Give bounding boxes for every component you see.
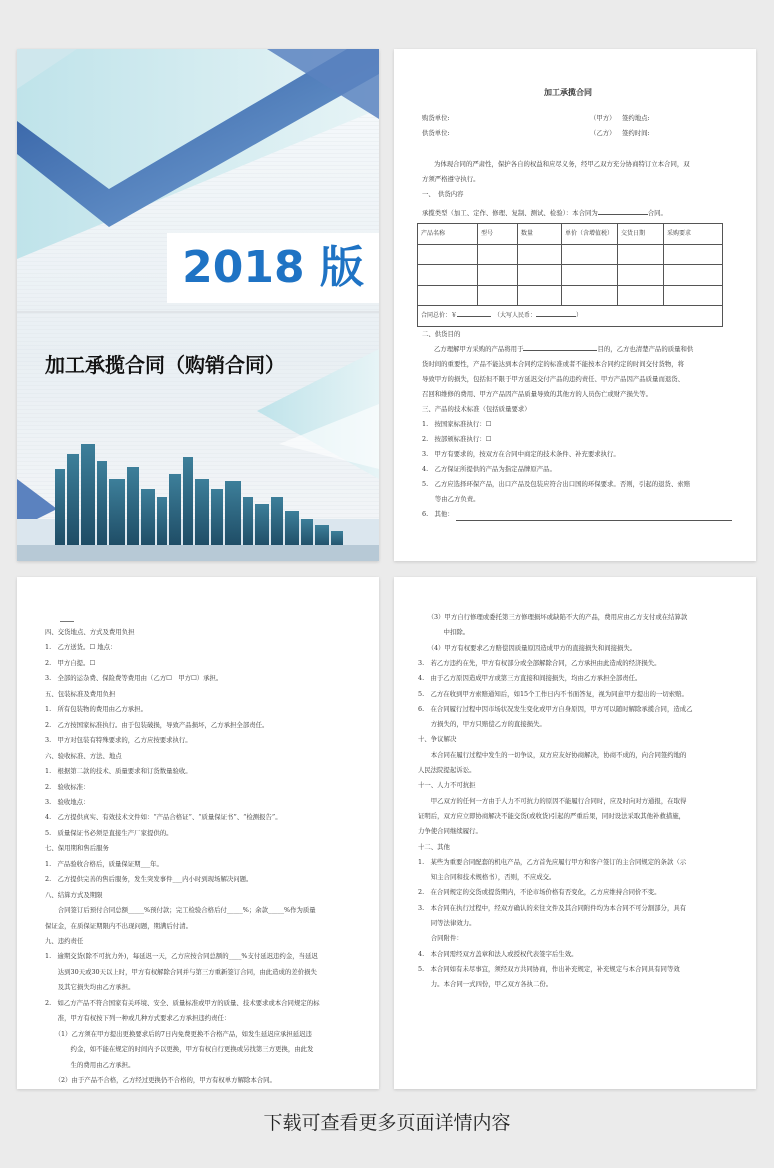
paragraph-line: 约金，如不能在规定的时间内予以更换，甲方有权自行更换或另找第三方更换，由此发	[45, 1045, 314, 1054]
intro-line: 方须严格遵守执行。	[422, 175, 480, 183]
cover-page	[17, 49, 379, 561]
total-close: ）	[576, 312, 583, 320]
blank-line	[598, 207, 648, 215]
paragraph-line: 合同附件：	[418, 934, 463, 943]
paragraph-line: （1）乙方须在甲方提出更换要求后的7日内免费更换不合格产品，如发生延迟应承担延迟违	[45, 1029, 312, 1038]
paragraph-line: 1. 所有包装物的费用由乙方承担。	[45, 705, 147, 714]
paragraph-line: 中扣除。	[418, 628, 470, 637]
purpose-text-end: 目的，乙方也清楚产品的质量和供	[597, 345, 694, 353]
paragraph-line: 2. 乙方按国家标准执行。由于包装破损，导致产品损坏，乙方承担全部责任。	[45, 720, 269, 729]
paragraph-line: 及其它损失均由乙方承担。	[45, 983, 135, 992]
blank-line	[536, 309, 576, 317]
contract-title: 加工承揽合同	[544, 88, 592, 97]
table-row	[418, 244, 723, 265]
paragraph-line: 4. 由于乙方原因造成甲方或第三方直接和间接损失，均由乙方承担全部责任。	[418, 674, 642, 683]
paragraph-line: 3. 若乙方违约在先，甲方有权部分或全部解除合同，乙方承担由此造成的经济损失。	[418, 658, 661, 667]
paragraph-line: 力争使合同继续履行。	[418, 827, 482, 836]
contract-page-3	[394, 577, 756, 1089]
paragraph-line: 5. 质量保证书必须是直接生产厂家提供的。	[45, 828, 173, 837]
section-heading: 三、产品的技术标准（包括质量要求）	[422, 405, 531, 413]
paragraph-line: （4）甲方有权要求乙方赔偿因质量原因造成甲方的直接损失和间接损失。	[418, 643, 637, 652]
paragraph-line: 货时间的重要性，产品不能达到本合同约定的标准或者不能按本合同约定的时间交付货物，将	[422, 360, 685, 368]
paragraph-line: 3. 全部的运杂费、保险费等费用由（乙方☐ 甲方☐）承担。	[45, 674, 223, 683]
blank-line	[457, 309, 491, 317]
type-line-start: 承揽类型（加工、定作、修理、复制、测试、检验）：本合同为	[422, 209, 598, 217]
paragraph-line: 证明后，双方应立即协商解决不能交货(或收货)引起的严重后果，同时设法采取其他补救措施，	[418, 811, 686, 820]
paragraph-line: 方损失的，甲方只赔偿乙方的直接损失。	[418, 720, 546, 729]
paragraph-line: 七、保用期和售后服务	[45, 844, 109, 853]
paragraph-line: 保证金，在质保证期限内不出现问题，期满后付清。	[45, 921, 192, 930]
total-words-label: （大写人民币：	[497, 312, 537, 320]
table-header-cell: 数量	[518, 224, 562, 245]
paragraph-line: 四、交货地点、方式及费用负担	[45, 628, 135, 636]
table-header-cell: 型号	[478, 224, 518, 245]
paragraph-line: 1. 逾期交货(除不可抗力外)，每延迟一天，乙方应按合同总额的____%支付延迟违约金，当延迟	[45, 952, 318, 961]
paragraph-line: 八、结算方式及期限	[45, 890, 103, 899]
paragraph-line: 1. 某些为重要合同配套的机电产品，乙方首先应履行甲方和客户签订的主合同规定的条款（示	[418, 857, 687, 866]
cover-title: 加工承揽合同（购销合同）	[45, 353, 285, 377]
purpose-text-start: 乙方理解甲方采购的产品将用于	[434, 345, 524, 353]
paragraph-line: 十一、人力不可抗拒	[418, 781, 476, 790]
paragraph-line: 生的费用由乙方承担。	[45, 1060, 135, 1069]
contract-total	[418, 306, 723, 327]
paragraph-line: 1. 乙方送货。☐ 地点：	[45, 643, 117, 652]
paragraph-line: 2. 乙方提供完善的售后服务，发生突发事件___内小时到现场解决问题。	[45, 875, 253, 884]
party-b-label: （乙方）	[590, 129, 616, 137]
buyer-label: 购货单位:	[422, 114, 450, 122]
paragraph-line: 十二、其他	[418, 842, 450, 851]
paragraph-line: 2. 甲方自提。☐	[45, 658, 96, 667]
sign-place-label: 签约地点:	[622, 114, 650, 122]
product-table	[417, 223, 723, 327]
list-item: 5. 乙方应选择环保产品，出口产品及包装应符合出口国的环保要求。否则，引起的退货、索赔	[422, 480, 691, 488]
blank-line	[456, 520, 732, 521]
sign-time-label: 签约时间:	[622, 129, 650, 137]
type-line-end: 合同。	[647, 209, 667, 217]
paragraph-line: 5. 乙方在收到甲方索赔通知后，如15个工作日内不书面答复，视为同意甲方提出的一切索赔。	[418, 689, 688, 698]
paragraph-line: 4. 乙方提供真实、有效技术文件如：“产品合格证”、“质量保证书”、“检测报告”。	[45, 813, 282, 822]
paragraph-line: 2. 在合同规定的交货或提货期内，不论市场价格有否变化，乙方应维持合同价不变。	[418, 888, 661, 897]
paragraph-line: 知主合同和技术规格书），否则，不应成交。	[418, 873, 556, 882]
list-item: 3. 甲方有要求的，按双方在合同中商定的技术条件、补充要求执行。	[422, 450, 620, 458]
cover-year-label: 2018 版	[167, 233, 379, 303]
table-header-cell: 交货日期	[618, 224, 664, 245]
paragraph-line: 1. 产品验收合格后，质量保证期___年。	[45, 859, 163, 868]
paragraph-line: 6. 在合同履行过程中因市场状况发生变化或甲方自身原因，甲方可以随时解除承揽合同，造成乙	[418, 704, 693, 713]
paragraph-line: 4. 本合同需经双方盖章和法人或授权代表签字后生效。	[418, 949, 578, 958]
table-header-row	[418, 224, 723, 245]
paragraph-line	[434, 342, 693, 357]
intro-line: 为体现合同的严肃性，保护各自的权益和应尽义务，经甲乙双方充分协商特订立本合同，双	[434, 160, 690, 168]
paragraph-line: 3. 验收地点：	[45, 797, 90, 806]
paragraph-line: 准，甲方有权按下列一种或几种方式要求乙方承担违约责任：	[45, 1014, 231, 1023]
paragraph-line: 甲乙双方的任何一方由于人力不可抗力的原因不能履行合同时，应及时向对方通报，在取得	[418, 796, 687, 805]
type-line	[422, 206, 667, 221]
list-item: 1. 按国家标准执行：☐	[422, 420, 492, 428]
paragraph-line: 人民法院提起诉讼。	[418, 766, 476, 774]
paragraph-line: 导致甲方的损失，包括但不限于甲方延迟交付产品的违约责任、甲方产品因产品质量而退货、	[422, 375, 685, 383]
list-item: 4. 乙方保证所提供的产品为指定品牌原产品。	[422, 465, 556, 473]
contract-page-2	[17, 577, 379, 1089]
table-total-row	[418, 306, 723, 327]
paragraph-line: （3）甲方自行修理或委托第三方修理损坏或缺陷不大的产品，费用应由乙方支付或在结算款	[418, 613, 688, 621]
blank-line	[523, 343, 597, 351]
list-item: 等由乙方负责。	[422, 495, 480, 503]
paragraph-line: 2. 验收标准：	[45, 782, 90, 791]
paragraph-line: 本合同在履行过程中发生的一切争议，双方应友好协商解决，协商不成的，向合同签约地的	[418, 750, 687, 759]
table-row	[418, 285, 723, 306]
paragraph-line: 合同签订后预付合同总额_____%预付款；完工检验合格后付_____%；余款_____%作为质量	[45, 906, 316, 915]
section-heading: 一、 供货内容	[422, 190, 464, 198]
supplier-label: 供货单位:	[422, 129, 450, 137]
table-header-cell: 产品名称	[418, 224, 478, 245]
paragraph-line: 5. 本合同如有未尽事宜，须经双方共同协商，作出补充规定，补充规定与本合同具有同等效	[418, 964, 680, 973]
paragraph-line: 九、违约责任	[45, 937, 84, 945]
paragraph-line: 2. 如乙方产品不符合国家有关环境、安全、质量标准或甲方的质量、技术要求或本合同规定的标	[45, 998, 320, 1007]
party-a-label: （甲方）	[590, 114, 616, 122]
contract-page-1	[394, 49, 756, 561]
cover-graphic	[17, 49, 379, 561]
paragraph-line: 五、包装标准及费用负担	[45, 689, 116, 698]
paragraph-line: 同等法律效力。	[418, 919, 476, 927]
section-heading: 二、供货目的	[422, 330, 461, 338]
paragraph-line: 六、验收标准、方法、地点	[45, 751, 122, 760]
paragraph-line: 3. 本合同在执行过程中，经双方确认的来往文件及其合同附件均为本合同不可分割部分，具有	[418, 903, 687, 912]
table-header-cell: 采购要求	[664, 224, 723, 245]
paragraph-line: （2）由于产品不合格，乙方经过更换仍不合格的，甲方有权单方解除本合同。	[45, 1076, 276, 1085]
page-mark	[60, 621, 74, 622]
list-item: 2. 按部颁标准执行：☐	[422, 435, 492, 443]
download-more-notice: 下载可查看更多页面详情内容	[263, 1112, 511, 1134]
paragraph-line: 力。本合同一式四份，甲乙双方各执二份。	[418, 980, 553, 989]
paragraph-line: 1. 根据第二款的技术、质量要求和订货数量验收。	[45, 767, 192, 776]
paragraph-line: 达到30天或30天以上时，甲方有权解除合同并与第三方重新签订合同，由此造成的差价损失	[45, 967, 317, 976]
paragraph-line: 召回和维修的费用、甲方产品因产品质量导致的其他方的人员伤亡或财产损失等。	[422, 390, 653, 398]
list-item: 6. 其他：	[422, 510, 454, 518]
table-header-cell: 单价（含增值税）	[562, 224, 618, 245]
table-row	[418, 265, 723, 286]
total-label: 合同总价：￥	[421, 312, 458, 320]
paragraph-line: 3. 甲方对包装有特殊要求的，乙方应按要求执行。	[45, 736, 192, 745]
paragraph-line: 十、争议解决	[418, 735, 457, 744]
